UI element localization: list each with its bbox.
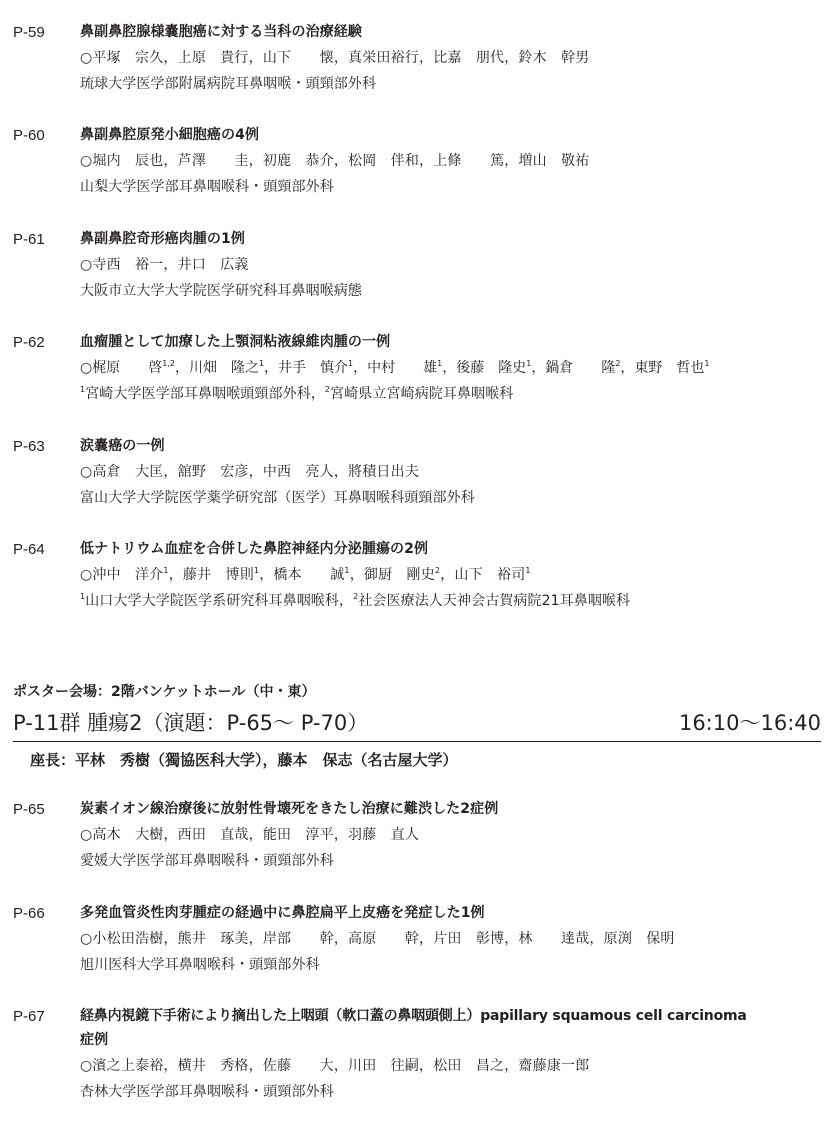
author-affiliation-marker: 1 [258,359,265,368]
abstract-authors: ○濱之上泰裕，横井 秀格，佐藤 大，川田 往嗣，松田 昌之，齋藤康一郎 [80,1058,590,1074]
abstract-affiliation: 大阪市立大学大学院医学研究科耳鼻咽喉病態 [80,283,362,299]
author-affiliation-marker: 1 [525,566,531,575]
affiliation-marker: 2 [353,592,359,601]
author-name: ，後藤 隆史 [442,360,527,376]
author-name: ，藤井 博則 [168,567,254,583]
abstract-title: 低ナトリウム血症を合併した鼻腔神経内分泌腫瘍の2例 [80,541,429,557]
abstract-title: 炭素イオン線治療後に放射性骨壊死をきたし治療に難渋した2症例 [80,801,499,817]
session-header [13,708,821,738]
abstract-title: 多発血管炎性肉芽腫症の経過中に鼻腔扁平上皮癌を発症した1例 [80,905,485,921]
abstract-id: P-62 [13,334,45,351]
abstract-id: P-63 [13,438,45,455]
affiliation-name: 社会医療法人天神会古賀病院21耳鼻咽喉科 [358,593,631,609]
abstract-title: 血瘤腫として加療した上顎洞粘液線維肉腫の一例 [80,334,391,350]
author-name: ，鍋倉 隆 [531,360,616,376]
abstract-title: 鼻副鼻腔原発小細胞癌の4例 [80,127,260,143]
abstract-authors [80,565,531,586]
author-name: ，川畑 隆之 [174,360,259,376]
abstract-id: P-61 [13,231,45,248]
author-affiliation-marker: 1 [526,359,532,368]
author-name: ，山下 裕司 [440,567,526,583]
abstract-id: P-64 [13,541,45,558]
abstract-authors [80,358,710,379]
author-name: ，東野 哲也 [620,360,705,376]
author-name: ，中村 雄 [353,360,438,376]
session-chairs: 座長：平林 秀樹（獨協医科大学），藤本 保志（名古屋大学） [30,751,458,769]
author-affiliation-marker: 2 [434,566,441,575]
author-affiliation-marker: 1 [253,566,260,575]
author-name: ，橋本 誠 [259,567,345,583]
section-divider [13,741,821,742]
abstract-id: P-60 [13,127,45,144]
abstract-title-continued: 症例 [80,1032,109,1048]
author-name: ○沖中 洋介 [80,567,164,583]
abstract-affiliation [80,591,630,612]
abstract-affiliation [80,384,513,405]
abstract-id: P-67 [13,1008,45,1025]
abstract-authors: ○堀内 辰也，芦澤 圭，初鹿 恭介，松岡 伴和，上條 篤，増山 敬祐 [80,153,590,169]
abstract-title: 鼻副鼻腔奇形癌肉腫の1例 [80,231,245,247]
abstract-title: 経鼻内視鏡下手術により摘出した上咽頭（軟口蓋の鼻咽頭側上）papillary squamous cell carcinoma [80,1008,747,1024]
author-affiliation-marker: 1,2 [162,359,175,368]
abstract-authors: ○平塚 宗久，上原 貴行，山下 懐，真栄田裕行，比嘉 朋代，鈴木 幹男 [80,50,590,66]
abstract-affiliation: 山梨大学医学部耳鼻咽喉科・頭頸部外科 [80,179,334,195]
affiliation-marker: 1 [80,385,86,394]
affiliation-marker: 2 [324,385,331,394]
affiliation-name: 宮崎大学医学部耳鼻咽喉頭頸部外科， [85,386,325,402]
affiliation-name: 山口大学大学院医学系研究科耳鼻咽喉科， [85,593,354,609]
author-affiliation-marker: 1 [344,566,350,575]
author-affiliation-marker: 1 [163,566,169,575]
session-time: 16:10～16:40 [678,711,821,735]
author-name: ○梶原 啓 [80,360,163,376]
abstract-id: P-59 [13,24,45,41]
abstract-id: P-65 [13,801,45,818]
abstract-authors: ○寺西 裕一，井口 広義 [80,257,249,273]
author-affiliation-marker: 1 [437,359,443,368]
abstract-affiliation: 愛媛大学医学部耳鼻咽喉科・頭頸部外科 [80,853,334,869]
affiliation-marker: 1 [80,592,86,601]
abstract-affiliation: 杏林大学医学部耳鼻咽喉科・頭頸部外科 [80,1084,334,1100]
author-name: ，御厨 剛史 [349,567,435,583]
affiliation-name: 宮崎県立宮崎病院耳鼻咽喉科 [330,386,514,402]
session-venue: ポスター会場：2階バンケットホール（中・東） [13,684,316,700]
abstract-authors: ○高倉 大匡，舘野 宏彦，中西 亮人，將積日出夫 [80,464,420,480]
abstract-title: 涙嚢癌の一例 [80,438,165,454]
abstract-id: P-66 [13,905,45,922]
author-affiliation-marker: 1 [704,359,710,368]
author-affiliation-marker: 1 [348,359,354,368]
abstract-affiliation: 琉球大学医学部附属病院耳鼻咽喉・頭頸部外科 [80,76,377,92]
abstract-authors: ○高木 大樹，西田 直哉，能田 淳平，羽藤 直人 [80,827,420,843]
abstract-authors: ○小松田浩樹，熊井 琢美，岸部 幹，高原 幹，片田 彰博，林 達哉，原渕 保明 [80,931,675,947]
author-affiliation-marker: 2 [615,359,621,368]
abstract-affiliation: 旭川医科大学耳鼻咽喉科・頭頸部外科 [80,957,320,973]
session-title: P-11群 腫瘍2（演題：P-65～ P-70） [13,711,369,735]
abstract-title: 鼻副鼻腔腺様嚢胞癌に対する当科の治療経験 [80,24,362,40]
author-name: ，井手 慎介 [264,360,349,376]
abstract-affiliation: 富山大学大学院医学薬学研究部（医学）耳鼻咽喉科頭頸部外科 [80,490,475,506]
